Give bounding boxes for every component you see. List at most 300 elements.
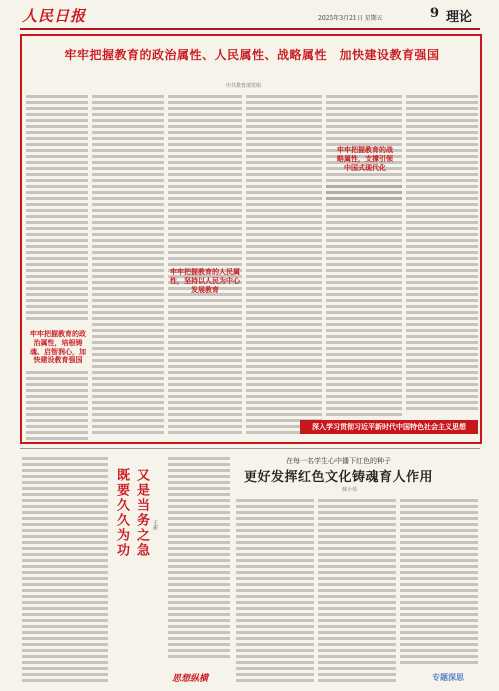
text-line	[168, 547, 230, 550]
text-line	[326, 227, 402, 230]
text-line	[236, 637, 314, 640]
text-line	[168, 601, 230, 604]
text-line	[168, 475, 230, 478]
text-line	[326, 131, 402, 134]
text-line	[326, 383, 402, 386]
text-line	[168, 251, 242, 254]
text-line	[400, 577, 478, 580]
text-line	[246, 293, 322, 296]
text-line	[26, 287, 88, 290]
text-line	[406, 371, 478, 374]
text-line	[246, 347, 322, 350]
text-line	[318, 631, 396, 634]
newspaper-logo: 人民日报	[22, 7, 87, 25]
text-line	[236, 625, 314, 628]
text-line	[92, 173, 164, 176]
text-line	[406, 365, 478, 368]
text-line	[236, 661, 314, 664]
text-line	[168, 161, 242, 164]
text-line	[400, 511, 478, 514]
text-line	[326, 251, 402, 254]
text-line	[246, 395, 322, 398]
text-line	[92, 269, 164, 272]
text-line	[246, 161, 322, 164]
text-line	[326, 137, 402, 140]
text-line	[236, 541, 314, 544]
text-line	[168, 101, 242, 104]
text-line	[246, 263, 322, 266]
text-line	[246, 311, 322, 314]
text-line	[406, 311, 478, 314]
text-line	[92, 197, 164, 200]
text-line	[318, 619, 396, 622]
text-line	[168, 625, 230, 628]
text-line	[406, 341, 478, 344]
text-line	[236, 679, 314, 682]
text-line	[236, 517, 314, 520]
text-line	[318, 553, 396, 556]
text-line	[406, 107, 478, 110]
top-col-5b	[326, 182, 402, 416]
text-line	[26, 431, 88, 434]
text-line	[406, 179, 478, 182]
text-line	[406, 257, 478, 260]
text-line	[326, 299, 402, 302]
text-line	[168, 173, 242, 176]
text-line	[318, 595, 396, 598]
text-line	[92, 131, 164, 134]
text-line	[92, 101, 164, 104]
text-line	[406, 197, 478, 200]
text-line	[406, 113, 478, 116]
text-line	[26, 101, 88, 104]
text-line	[236, 643, 314, 646]
text-line	[246, 179, 322, 182]
text-line	[26, 191, 88, 194]
text-line	[246, 353, 322, 356]
text-line	[246, 185, 322, 188]
text-line	[168, 131, 242, 134]
theme-banner-text: 深入学习贯彻习近平新时代中国特色社会主义思想	[312, 422, 466, 431]
text-line	[236, 559, 314, 562]
text-line	[246, 257, 322, 260]
text-line	[22, 667, 108, 670]
text-line	[22, 643, 108, 646]
text-line	[406, 101, 478, 104]
text-line	[246, 221, 322, 224]
text-line	[246, 389, 322, 392]
text-line	[318, 601, 396, 604]
text-line	[318, 667, 396, 670]
text-line	[22, 559, 108, 562]
text-line	[168, 305, 242, 308]
text-line	[26, 407, 88, 410]
text-line	[326, 347, 402, 350]
opinion-tag	[172, 666, 220, 682]
text-line	[406, 347, 478, 350]
text-line	[400, 637, 478, 640]
text-line	[318, 625, 396, 628]
text-line	[168, 359, 242, 362]
text-line	[236, 571, 314, 574]
text-line	[246, 239, 322, 242]
text-line	[406, 305, 478, 308]
text-line	[318, 523, 396, 526]
text-line	[326, 287, 402, 290]
text-line	[168, 179, 242, 182]
text-line	[26, 209, 88, 212]
text-line	[168, 125, 242, 128]
text-line	[22, 511, 108, 514]
text-line	[326, 185, 402, 188]
text-line	[326, 95, 402, 98]
text-line	[168, 407, 242, 410]
text-line	[168, 499, 230, 502]
text-line	[326, 269, 402, 272]
text-line	[326, 245, 402, 248]
text-line	[92, 239, 164, 242]
text-line	[92, 353, 164, 356]
text-line	[400, 643, 478, 646]
text-line	[406, 359, 478, 362]
text-line	[236, 595, 314, 598]
text-line	[22, 493, 108, 496]
text-line	[26, 215, 88, 218]
text-line	[318, 649, 396, 652]
text-line	[26, 389, 88, 392]
text-line	[168, 371, 242, 374]
text-line	[246, 167, 322, 170]
text-line	[236, 511, 314, 514]
text-line	[92, 317, 164, 320]
left-article-author: 王新	[152, 520, 158, 530]
text-line	[400, 583, 478, 586]
text-line	[406, 251, 478, 254]
text-line	[168, 419, 242, 422]
text-line	[22, 661, 108, 664]
subhead-people: 牢牢把握教育的人民属性，坚持以人民为中心发展教育	[170, 267, 240, 294]
text-line	[26, 161, 88, 164]
text-line	[168, 505, 230, 508]
text-line	[92, 311, 164, 314]
text-line	[246, 131, 322, 134]
text-line	[400, 529, 478, 532]
text-line	[318, 589, 396, 592]
text-line	[246, 107, 322, 110]
theme-banner	[300, 420, 478, 434]
text-line	[246, 269, 322, 272]
text-line	[318, 583, 396, 586]
top-article-byline: 中共教育部党组	[226, 83, 262, 89]
text-line	[26, 95, 88, 98]
right-article-byline: 韩小伟	[342, 487, 358, 493]
text-line	[168, 619, 230, 622]
top-col-4	[246, 92, 322, 438]
text-line	[406, 131, 478, 134]
text-line	[92, 383, 164, 386]
text-line	[168, 613, 230, 616]
text-line	[168, 335, 242, 338]
text-line	[92, 191, 164, 194]
text-line	[406, 407, 478, 410]
text-line	[26, 203, 88, 206]
text-line	[22, 571, 108, 574]
text-line	[168, 239, 242, 242]
text-line	[400, 541, 478, 544]
text-line	[236, 631, 314, 634]
text-line	[246, 245, 322, 248]
text-line	[406, 119, 478, 122]
text-line	[168, 365, 242, 368]
text-line	[22, 505, 108, 508]
text-line	[92, 95, 164, 98]
text-line	[168, 317, 242, 320]
text-line	[318, 499, 396, 502]
text-line	[246, 383, 322, 386]
text-line	[400, 613, 478, 616]
text-line	[246, 371, 322, 374]
text-line	[168, 607, 230, 610]
text-line	[168, 643, 230, 646]
text-line	[236, 613, 314, 616]
text-line	[326, 239, 402, 242]
text-line	[326, 101, 402, 104]
text-line	[318, 565, 396, 568]
text-line	[26, 227, 88, 230]
text-line	[246, 215, 322, 218]
text-line	[318, 655, 396, 658]
text-line	[246, 95, 322, 98]
text-line	[26, 155, 88, 158]
text-line	[246, 227, 322, 230]
text-line	[406, 221, 478, 224]
top-col-2	[92, 92, 164, 438]
text-line	[318, 535, 396, 538]
text-line	[168, 463, 230, 466]
text-line	[22, 475, 108, 478]
text-line	[236, 673, 314, 676]
text-line	[92, 113, 164, 116]
text-line	[326, 203, 402, 206]
text-line	[246, 203, 322, 206]
page-number: 9	[430, 6, 440, 21]
text-line	[168, 425, 242, 428]
text-line	[92, 431, 164, 434]
text-line	[246, 251, 322, 254]
text-line	[406, 239, 478, 242]
text-line	[168, 107, 242, 110]
text-line	[168, 535, 230, 538]
text-line	[92, 299, 164, 302]
subhead-political: 牢牢把握教育的政治属性，培根铸魂、启智润心，加快建设教育强国	[30, 329, 86, 365]
text-line	[326, 359, 402, 362]
text-line	[168, 185, 242, 188]
text-line	[92, 119, 164, 122]
text-line	[318, 571, 396, 574]
text-line	[326, 413, 402, 416]
text-line	[400, 589, 478, 592]
text-line	[26, 119, 88, 122]
text-line	[318, 679, 396, 682]
text-line	[168, 119, 242, 122]
text-line	[326, 323, 402, 326]
text-line	[246, 119, 322, 122]
top-article-headline: 牢牢把握教育的政治属性、人民属性、战略属性 加快建设教育强国	[64, 48, 440, 62]
text-line	[22, 565, 108, 568]
text-line	[246, 329, 322, 332]
text-line	[400, 565, 478, 568]
text-line	[92, 227, 164, 230]
text-line	[22, 655, 108, 658]
text-line	[400, 505, 478, 508]
text-line	[26, 233, 88, 236]
text-line	[318, 607, 396, 610]
text-line	[26, 263, 88, 266]
text-line	[318, 547, 396, 550]
text-line	[246, 335, 322, 338]
text-line	[236, 607, 314, 610]
text-line	[326, 191, 402, 194]
text-line	[326, 173, 402, 176]
text-line	[168, 353, 242, 356]
top-col-1	[26, 92, 88, 324]
text-line	[168, 481, 230, 484]
right-article-headline: 更好发挥红色文化铸魂育人作用	[244, 470, 434, 485]
text-line	[318, 517, 396, 520]
text-line	[326, 371, 402, 374]
text-line	[318, 577, 396, 580]
text-line	[92, 395, 164, 398]
text-line	[246, 413, 322, 416]
text-line	[92, 425, 164, 428]
text-line	[326, 275, 402, 278]
text-line	[246, 173, 322, 176]
text-line	[326, 197, 402, 200]
text-line	[236, 601, 314, 604]
text-line	[400, 517, 478, 520]
text-line	[22, 469, 108, 472]
text-line	[406, 191, 478, 194]
text-line	[22, 589, 108, 592]
text-line	[92, 107, 164, 110]
text-line	[326, 113, 402, 116]
text-line	[318, 613, 396, 616]
text-line	[236, 583, 314, 586]
text-line	[22, 613, 108, 616]
text-line	[22, 463, 108, 466]
text-line	[236, 667, 314, 670]
text-line	[22, 499, 108, 502]
text-line	[168, 191, 242, 194]
text-line	[318, 673, 396, 676]
top-col-6	[406, 92, 478, 414]
text-line	[22, 679, 108, 682]
text-line	[400, 619, 478, 622]
text-line	[168, 143, 242, 146]
text-line	[400, 655, 478, 658]
text-line	[26, 269, 88, 272]
section-divider	[20, 448, 480, 449]
text-line	[246, 113, 322, 116]
text-line	[406, 293, 478, 296]
text-line	[246, 401, 322, 404]
text-line	[406, 317, 478, 320]
text-line	[26, 113, 88, 116]
text-line	[92, 365, 164, 368]
text-line	[22, 607, 108, 610]
text-line	[92, 419, 164, 422]
text-line	[326, 107, 402, 110]
text-line	[318, 661, 396, 664]
text-line	[168, 413, 242, 416]
text-line	[168, 245, 242, 248]
text-line	[92, 371, 164, 374]
text-line	[406, 143, 478, 146]
text-line	[236, 589, 314, 592]
text-line	[168, 377, 242, 380]
text-line	[246, 233, 322, 236]
text-line	[92, 287, 164, 290]
text-line	[22, 529, 108, 532]
text-line	[168, 149, 242, 152]
text-line	[168, 389, 242, 392]
text-line	[318, 637, 396, 640]
text-line	[168, 311, 242, 314]
text-line	[246, 191, 322, 194]
text-line	[326, 353, 402, 356]
text-line	[246, 281, 322, 284]
text-line	[26, 173, 88, 176]
text-line	[26, 125, 88, 128]
text-line	[326, 293, 402, 296]
text-line	[406, 167, 478, 170]
text-line	[168, 257, 242, 260]
text-line	[92, 377, 164, 380]
text-line	[22, 457, 108, 460]
text-line	[168, 559, 230, 562]
right-article-kicker: 在每一名学生心中播下红色的种子	[286, 457, 391, 465]
text-line	[22, 649, 108, 652]
text-line	[26, 311, 88, 314]
text-line	[92, 323, 164, 326]
masthead-rule	[20, 28, 480, 30]
text-line	[26, 395, 88, 398]
text-line	[236, 655, 314, 658]
text-line	[22, 577, 108, 580]
text-line	[246, 155, 322, 158]
text-line	[26, 179, 88, 182]
text-line	[26, 245, 88, 248]
text-line	[168, 493, 230, 496]
text-line	[22, 535, 108, 538]
text-line	[168, 221, 242, 224]
text-line	[318, 541, 396, 544]
text-line	[406, 275, 478, 278]
text-line	[236, 529, 314, 532]
text-line	[92, 161, 164, 164]
left-col-1	[22, 454, 108, 684]
text-line	[400, 499, 478, 502]
text-line	[236, 565, 314, 568]
text-line	[168, 233, 242, 236]
text-line	[92, 155, 164, 158]
text-line	[326, 263, 402, 266]
text-line	[168, 431, 242, 434]
masthead	[0, 0, 499, 30]
text-line	[326, 317, 402, 320]
text-line	[168, 227, 242, 230]
text-line	[26, 143, 88, 146]
